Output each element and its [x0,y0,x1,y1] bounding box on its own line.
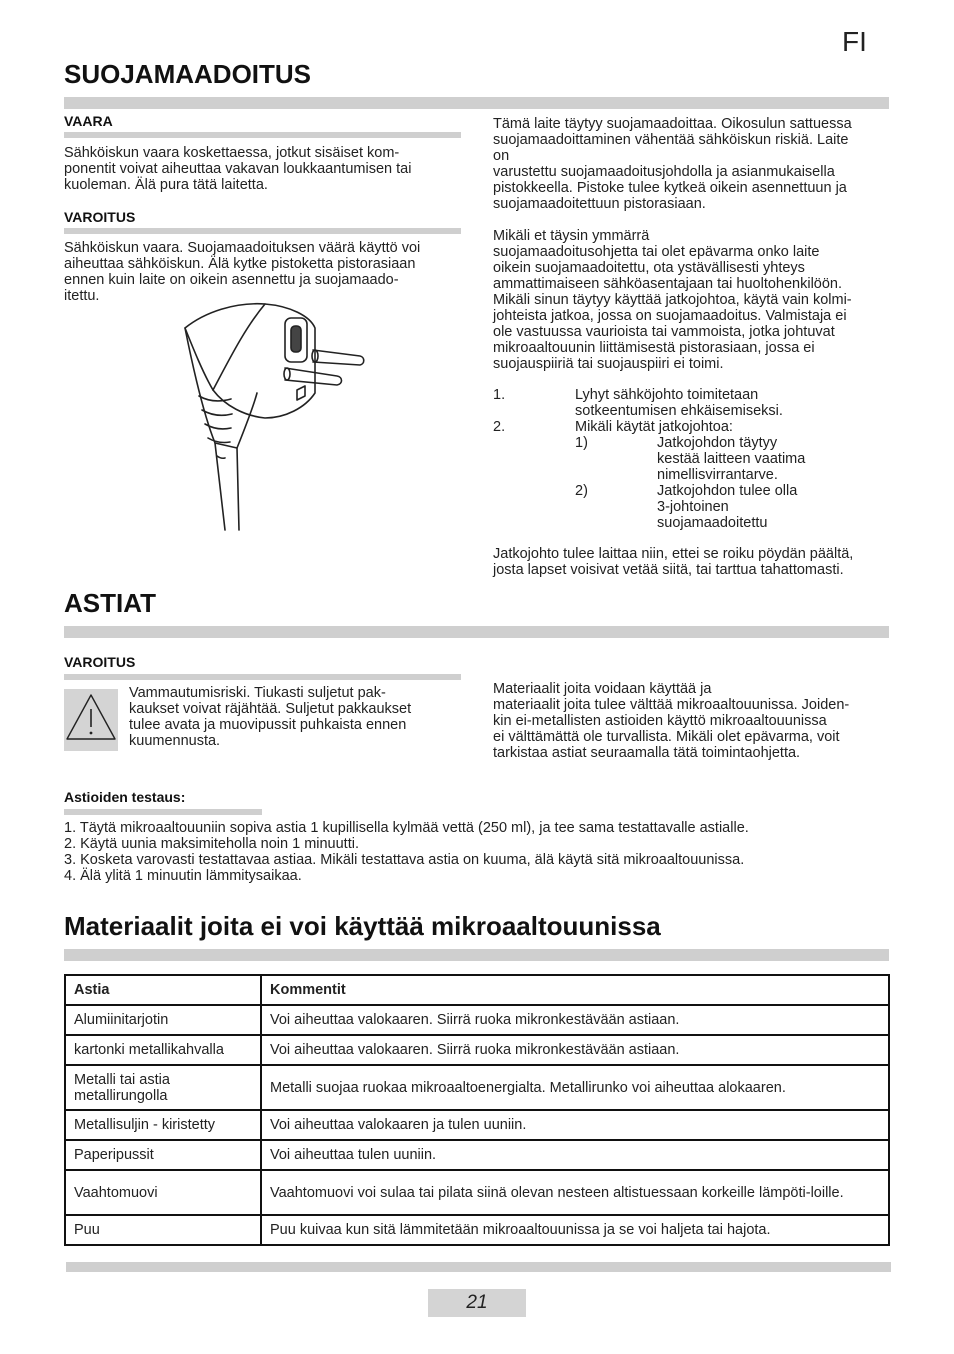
text-line: Jatkojohto tulee laittaa niin, ettei se roiku pöydän päältä, [493,546,854,562]
table-row [65,1005,889,1035]
table-cell: Vaahtomuovi [65,1170,261,1215]
text-line: ei välttämättä ole turvallista. Mikäli olet epävarma, voit [493,729,840,745]
table-cell: Vaahtomuovi voi sulaa tai pilata siinä olevan nesteen altistuessaan korkeille lämpöti-loille. [261,1170,889,1215]
testing-steps [64,820,749,884]
text-line: kestää laitteen vaatima [657,451,806,467]
text-line: Mikäli sinun täytyy käyttää jatkojohtoa, käytä vain kolmi- [493,292,852,308]
table-cell: Metalli tai astia metallirungolla [65,1065,261,1110]
text-line: varustettu suojamaadoitusjohdolla ja asianmukaisella [493,164,835,180]
text-line: kuoleman. Älä pura tätä laitetta. [64,177,268,193]
varoitus-label: VAROITUS [64,654,136,670]
table-row [65,1110,889,1140]
text-line: ennen kuin laite on oikein asennettu ja suojamaado- [64,272,399,288]
text-line: sotkeentumisen ehkäisemiseksi. [575,403,783,419]
table-cell: Voi aiheuttaa valokaaren. Siirrä ruoka mikronkestävään astiaan. [261,1035,889,1065]
text-line: 3-johtoinen [657,499,729,515]
text-line: aiheuttaa sähköiskun. Älä kytke pistoketta pistorasiaan [64,256,416,272]
text-line: 3. Kosketa varovasti testattavaa astiaa. Mikäli testattava astia on kuuma, älä käytä sitä mikroaaltouunissa. [64,852,745,868]
title-divider [64,97,889,109]
language-code: FI [842,26,867,57]
text-line: suojauspiiriä tai suojauspiiri ei toimi. [493,356,724,372]
warning-triangle-icon [64,689,118,751]
table-row [65,1170,889,1215]
materials-table [64,974,890,1246]
vaara-divider [64,132,461,138]
text-line: suojamaadoitettuun pistorasiaan. [493,196,706,212]
section-title-materials: Materiaalit joita ei voi käyttää mikroaaltouunissa [64,911,661,941]
sub-list-text [657,483,797,531]
title-divider [64,949,889,961]
title-divider [64,626,889,638]
sub-list-number: 1) [575,435,588,451]
sub-list-item [493,435,893,483]
text-line: 4. Älä ylitä 1 minuutin lämmitysaikaa. [64,868,302,884]
table-cell: Puu kuivaa kun sitä lämmitetään mikroaaltouunissa ja se voi haljeta tai hajota. [261,1215,889,1245]
text-line: Vammautumisriski. Tiukasti suljetut pak- [129,685,386,701]
text-line: 1. Täytä mikroaaltouuniin sopiva astia 1 kupillisella kylmää vettä (250 ml), ja tee sama testattavalle astialle. [64,820,749,836]
text-line: kin ei-metallisten astioiden käyttö mikroaaltouunissa [493,713,827,729]
sub-list-number: 2) [575,483,588,499]
table-cell: Alumiinitarjotin [65,1005,261,1035]
text-line: mikroaaltouunin liittämisestä pistorasiaan, jossa ei [493,340,815,356]
list-text: Mikäli käytät jatkojohtoa: [575,419,733,435]
table-cell: Metallisuljin - kiristetty [65,1110,261,1140]
table-header-row [65,975,889,1005]
table-cell: Puu [65,1215,261,1245]
text-line: oikein suojamaadoitettu, ota ystävällisesti yhteys [493,260,805,276]
vaara-text [64,145,411,193]
section-title-suojamaadoitus: SUOJAMAADOITUS [64,59,312,89]
text-line: suojamaadoitettu [657,515,768,531]
varoitus-divider [64,228,461,234]
text-line: materiaalit joita tulee välttää mikroaaltouunissa. Joiden- [493,697,850,713]
table-cell: Metalli suojaa ruokaa mikroaaltoenergialta. Metallirunko voi aiheuttaa alokaaren. [261,1065,889,1110]
text-line: kuumennusta. [129,733,221,749]
text-line: Sähköiskun vaara. Suojamaadoituksen väärä käyttö voi [64,240,421,256]
text-line: on [493,148,510,164]
text-line: suojamaadoitusohjetta tai olet epävarma onko laite [493,244,820,260]
table-cell: Paperipussit [65,1140,261,1170]
text-line: suojamaadoittaminen vähentää sähköiskun riskiä. Laite [493,132,849,148]
text-line: ole vastuussa vaurioista tai vammoista, jotka johtuvat [493,324,835,340]
column-header: Astia [65,975,261,1005]
table-row [65,1065,889,1110]
column-header: Kommentit [261,975,889,1005]
varoitus-divider [64,674,461,680]
table-cell: Voi aiheuttaa valokaaren ja tulen uuniin. [261,1110,889,1140]
table-row [65,1215,889,1245]
text-line: nimellisvirrantarve. [657,467,778,483]
grounding-advice [493,228,852,372]
table-cell: Voi aiheuttaa tulen uuniin. [261,1140,889,1170]
text-line: Jatkojohdon täytyy [657,435,778,451]
section-title-astiat: ASTIAT [64,588,156,618]
page-number: 21 [428,1289,526,1317]
varoitus-text [64,240,420,304]
table-cell: Voi aiheuttaa valokaaren. Siirrä ruoka mikronkestävään astiaan. [261,1005,889,1035]
text-line: Sähköiskun vaara koskettaessa, jotkut sisäiset kom- [64,145,400,161]
sub-list-item [493,483,893,531]
extension-note [493,546,853,578]
text-line: itettu. [64,288,100,304]
list-number: 1. [493,387,506,403]
testing-divider [64,809,262,815]
text-line: kaukset voivat räjähtää. Suljetut pakkaukset [129,701,412,717]
text-line: tulee avata ja muovipussit puhkaista ennen [129,717,407,733]
table-row [65,1140,889,1170]
text-line: Lyhyt sähköjohto toimitetaan [575,387,759,403]
grounding-intro [493,116,852,212]
text-line: 2. Käytä uunia maksimiteholla noin 1 minuutti. [64,836,359,852]
text-line: ammattimaiseen sähköasentajaan tai huoltohenkilöön. [493,276,843,292]
materials-intro [493,681,849,761]
text-line: johteista jatkoa, jossa on suojamaadoitus. Valmistaja ei [493,308,847,324]
cord-list [493,387,893,531]
sub-list-text [657,435,805,483]
text-line: Materiaalit joita voidaan käyttää ja [493,681,712,697]
grounded-plug-illustration [175,298,375,533]
list-item [493,387,893,419]
warning-box [64,689,118,751]
varoitus-label: VAROITUS [64,209,136,225]
text-line: Tämä laite täytyy suojamaadoittaa. Oikosulun sattuessa [493,116,852,132]
footer-divider [66,1262,891,1272]
text-line: tarkistaa astiat seuraamalla tätä toimintaohjetta. [493,745,801,761]
list-text [575,387,783,419]
text-line: ponentit voivat aiheuttaa vakavan loukkaantumisen tai [64,161,412,177]
text-line: josta lapset voisivat vetää siitä, tai tarttua tahattomasti. [493,562,844,578]
table-row [65,1035,889,1065]
explosion-warning-text [129,685,411,749]
text-line: pistokkeella. Pistoke tulee kytkeä oikein asennettuun ja [493,180,847,196]
testing-label: Astioiden testaus: [64,789,186,805]
table-cell: kartonki metallikahvalla [65,1035,261,1065]
list-number: 2. [493,419,506,435]
text-line: Jatkojohdon tulee olla [657,483,798,499]
list-item [493,419,893,435]
vaara-label: VAARA [64,113,113,129]
text-line: Mikäli et täysin ymmärrä [493,228,650,244]
